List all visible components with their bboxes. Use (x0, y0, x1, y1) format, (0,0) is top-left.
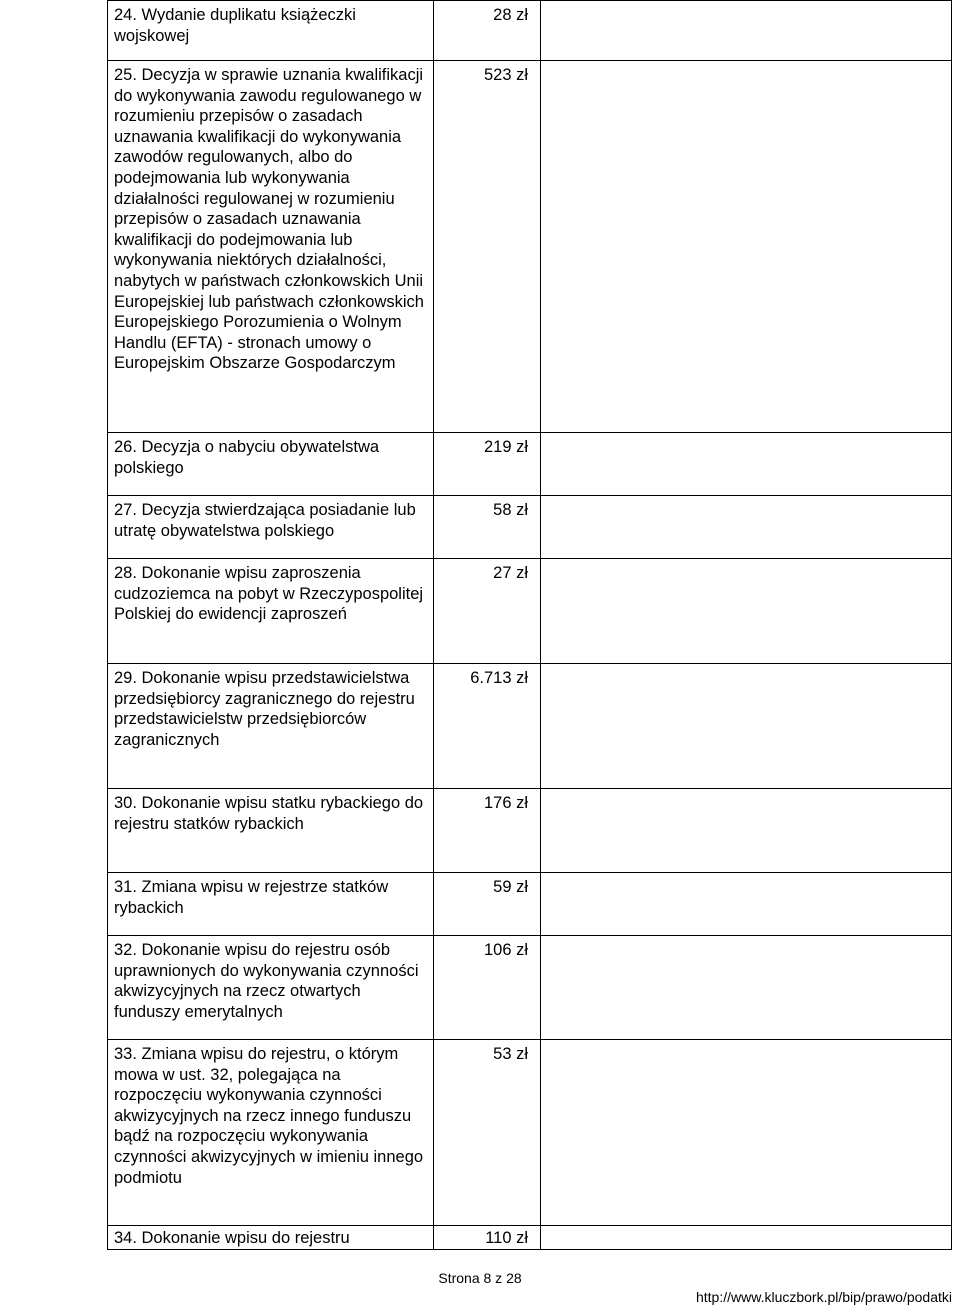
empty-cell (541, 496, 952, 559)
table-row (108, 433, 952, 496)
fee-description-cell (108, 789, 434, 873)
empty-cell (541, 61, 952, 433)
table-row (108, 1, 952, 61)
fee-amount: 58 zł (493, 501, 528, 519)
fee-description: 29. Dokonanie wpisu przedstawicielstwa przedsiębiorcy zagranicznego do rejestru przedstawicielstw przedsiębiorców zagranicznych (114, 669, 415, 749)
empty-cell (541, 433, 952, 496)
fee-amount-cell (434, 1040, 541, 1226)
fee-description-cell (108, 1226, 434, 1250)
fee-description-cell (108, 496, 434, 559)
fee-amount-cell (434, 1, 541, 61)
fee-amount-cell (434, 1226, 541, 1250)
fee-table (107, 0, 952, 1250)
fee-description-cell (108, 936, 434, 1040)
fee-description: 26. Decyzja o nabyciu obywatelstwa polskiego (114, 438, 380, 477)
empty-cell (541, 664, 952, 789)
fee-description: 31. Zmiana wpisu w rejestrze statków rybackich (114, 878, 389, 917)
fee-amount: 27 zł (493, 564, 528, 582)
empty-cell (541, 936, 952, 1040)
footer-url: http://www.kluczbork.pl/bip/prawo/podatki (695, 1289, 952, 1305)
fee-amount: 219 zł (483, 438, 528, 456)
fee-amount: 53 zł (493, 1045, 528, 1063)
fee-amount: 523 zł (483, 66, 528, 84)
fee-description-cell (108, 873, 434, 936)
fee-description: 24. Wydanie duplikatu książeczki wojskowej (114, 6, 356, 45)
fee-amount: 106 zł (483, 941, 528, 959)
fee-description: 28. Dokonanie wpisu zaproszenia cudzoziemca na pobyt w Rzeczypospolitej Polskiej do ewidencji zaproszeń (114, 564, 424, 624)
fee-amount-cell (434, 61, 541, 433)
fee-amount: 176 zł (483, 794, 528, 812)
table-row (108, 664, 952, 789)
empty-cell (541, 559, 952, 664)
fee-amount-cell (434, 433, 541, 496)
fee-amount: 110 zł (485, 1229, 528, 1247)
empty-cell (541, 789, 952, 873)
fee-amount-cell (434, 873, 541, 936)
fee-description-cell (108, 559, 434, 664)
table-row (108, 1226, 952, 1250)
table-row (108, 789, 952, 873)
fee-description: 27. Decyzja stwierdzająca posiadanie lub utratę obywatelstwa polskiego (114, 501, 416, 540)
empty-cell (541, 1, 952, 61)
table-row (108, 1040, 952, 1226)
table-row (108, 61, 952, 433)
fee-description: 30. Dokonanie wpisu statku rybackiego do rejestru statków rybackich (114, 794, 424, 833)
table-row (108, 936, 952, 1040)
fee-amount-cell (434, 559, 541, 664)
fee-description: 34. Dokonanie wpisu do rejestru (114, 1229, 350, 1247)
fee-amount-cell (434, 936, 541, 1040)
fee-amount-cell (434, 664, 541, 789)
fee-amount: 59 zł (493, 878, 528, 896)
page-number: Strona 8 z 28 (438, 1270, 522, 1286)
fee-description-cell (108, 664, 434, 789)
fee-amount: 6.713 zł (470, 669, 528, 687)
fee-description-cell (108, 1, 434, 61)
empty-cell (541, 873, 952, 936)
fee-amount-cell (434, 789, 541, 873)
table-row (108, 496, 952, 559)
fee-description-cell (108, 61, 434, 433)
empty-cell (541, 1226, 952, 1250)
fee-description: 33. Zmiana wpisu do rejestru, o którym mowa w ust. 32, polegająca na rozpoczęciu wykonywania czynności akwizycyjnych na rzecz innego funduszu bądź na rozpoczęciu wykonywania czynności akwizycyjnych w imieniu innego podmiotu (114, 1045, 424, 1187)
fee-description: 25. Decyzja w sprawie uznania kwalifikacji do wykonywania zawodu regulowanego w rozumieniu przepisów o zasadach uznawania kwalifikacji do wykonywania zawodów regulowanych, albo do podejmowania lub wykonywania działalności regulowanej w rozumieniu przepisów o zasadach uznawania kwalifikacji do podejmowania lub wykonywania niektórych działalności, nabytych w państwach członkowskich Unii Europejskiej lub państwach członkowskich Europejskiego Porozumienia o Wolnym Handlu (EFTA) - stronach umowy o Europejskim Obszarze Gospodarczym (114, 66, 424, 373)
fee-description-cell (108, 433, 434, 496)
empty-cell (541, 1040, 952, 1226)
fee-description-cell (108, 1040, 434, 1226)
fee-description: 32. Dokonanie wpisu do rejestru osób uprawnionych do wykonywania czynności akwizycyjnych na rzecz otwartych funduszy emerytalnych (114, 941, 419, 1021)
fee-amount-cell (434, 496, 541, 559)
table-row (108, 873, 952, 936)
fee-amount: 28 zł (493, 6, 528, 24)
table-row (108, 559, 952, 664)
